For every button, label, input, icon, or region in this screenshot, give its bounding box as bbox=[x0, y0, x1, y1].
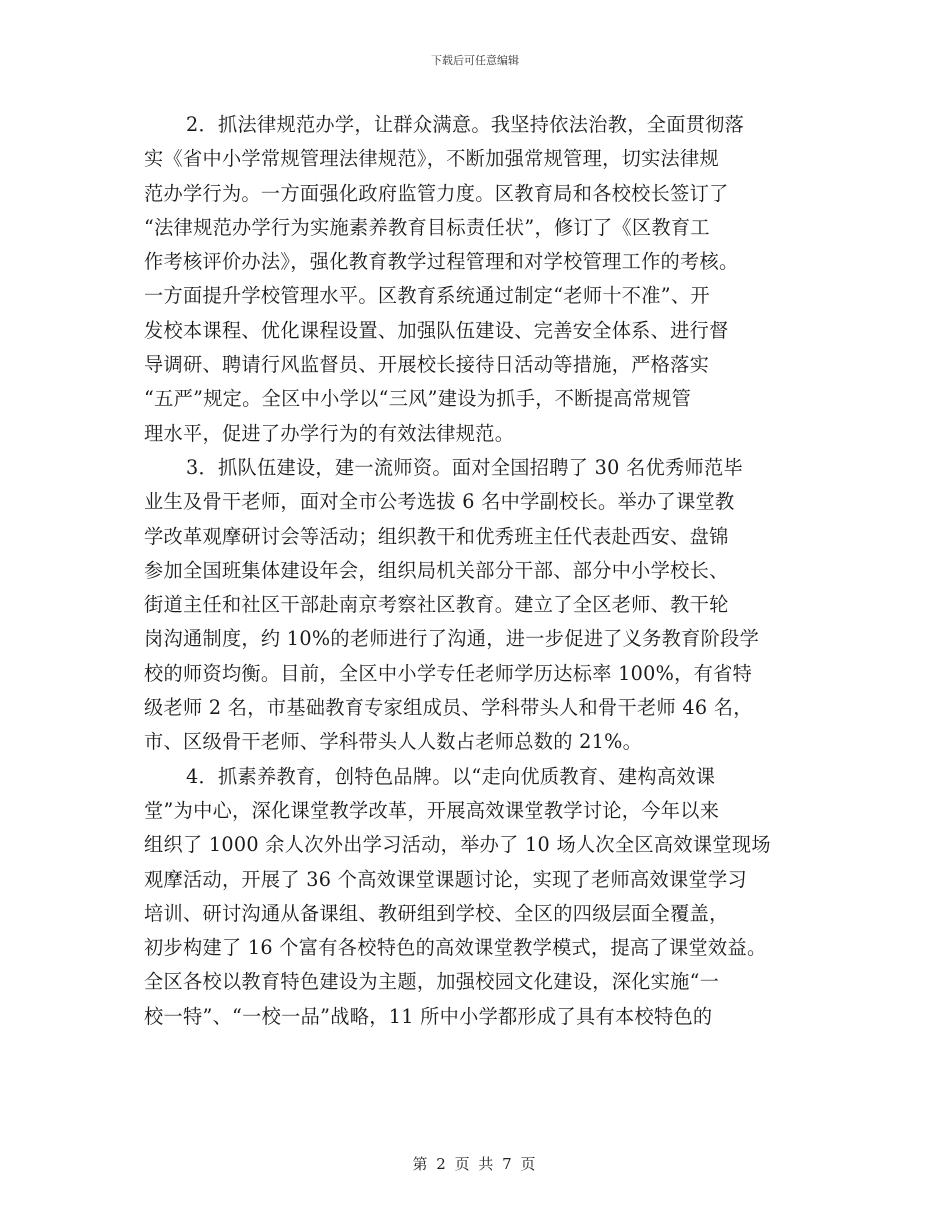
text-line: 组织了 1000 余人次外出学习活动，举办了 10 场人次全区高效课堂现场 bbox=[144, 833, 771, 857]
text-line: 校的师资均衡。目前，全区中小学专任老师学历达标率 100%，有省特 bbox=[144, 661, 753, 685]
text-line: 业生及骨干老师，面对全市公考选拔 6 名中学副校长。举办了课堂教 bbox=[144, 490, 735, 514]
text-line: 培训、研讨沟通从备课组、教研组到学校、全区的四级层面全覆盖， bbox=[144, 901, 729, 925]
text-line: 全区各校以教育特色建设为主题，加强校园文化建设，深化实施“一 bbox=[144, 970, 720, 994]
text-line: 观摩活动，开展了 36 个高效课堂课题讨论，实现了老师高效课堂学习 bbox=[144, 867, 747, 891]
text-line: 实《省中小学常规管理法律规范》，不断加强常规管理，切实法律规 bbox=[144, 147, 720, 171]
text-line: 市、区级骨干老师、学科带头人人数占老师总数的 21%。 bbox=[144, 730, 643, 754]
text-line: “法律规范办学行为实施素养教育目标责任状”，修订了《区教育工 bbox=[144, 215, 710, 239]
text-line: 校一特”、“一校一品”战略，11 所中小学都形成了具有本校特色的 bbox=[144, 1004, 713, 1028]
text-line: “五严”规定。全区中小学以“三风”建设为抓手，不断提高常规管 bbox=[144, 387, 692, 411]
text-line: 范办学行为。一方面强化政府监管力度。区教育局和各校校长签订了 bbox=[144, 181, 729, 205]
paragraph-first-line: 4．抓素养教育，创特色品牌。以“走向优质教育、建构高效课 bbox=[186, 764, 716, 788]
text-line: 导调研、聘请行风监督员、开展校长接待日活动等措施，严格落实 bbox=[144, 353, 710, 377]
text-line: 岗沟通制度，约 10%的老师进行了沟通，进一步促进了义务教育阶段学 bbox=[144, 627, 760, 651]
document-body bbox=[144, 108, 816, 1034]
text-line: 发校本课程、优化课程设置、加强队伍建设、完善安全体系、进行督 bbox=[144, 318, 729, 342]
text-line: 一方面提升学校管理水平。区教育系统通过制定“老师十不准”、开 bbox=[144, 284, 710, 308]
page-header: 下载后可任意编辑 bbox=[431, 54, 519, 67]
text-line: 学改革观摩研讨会等活动；组织教干和优秀班主任代表赴西安、盘锦 bbox=[144, 524, 729, 548]
text-line: 作考核评价办法》，强化教育教学过程管理和对学校管理工作的考核。 bbox=[144, 250, 739, 274]
text-line: 堂”为中心，深化课堂教学改革，开展高效课堂教学讨论，今年以来 bbox=[144, 798, 720, 822]
text-line: 参加全国班集体建设年会，组织局机关部分干部、部分中小学校长、 bbox=[144, 558, 729, 582]
paragraph-first-line: 2．抓法律规范办学，让群众满意。我坚持依法治教，全面贯彻落 bbox=[186, 113, 745, 136]
page-number: 第 2 页 共 7 页 bbox=[412, 1155, 538, 1173]
text-line: 街道主任和社区干部赴南京考察社区教育。建立了全区老师、教干轮 bbox=[144, 593, 729, 617]
text-line: 级老师 2 名，市基础教育专家组成员、学科带头人和骨干老师 46 名， bbox=[144, 696, 753, 720]
text-line: 理水平，促进了办学行为的有效法律规范。 bbox=[144, 421, 515, 445]
paragraph-first-line: 3．抓队伍建设，建一流师资。面对全国招聘了 30 名优秀师范毕 bbox=[186, 455, 743, 479]
text-line: 初步构建了 16 个富有各校特色的高效课堂教学模式，提高了课堂效益。 bbox=[144, 936, 767, 960]
